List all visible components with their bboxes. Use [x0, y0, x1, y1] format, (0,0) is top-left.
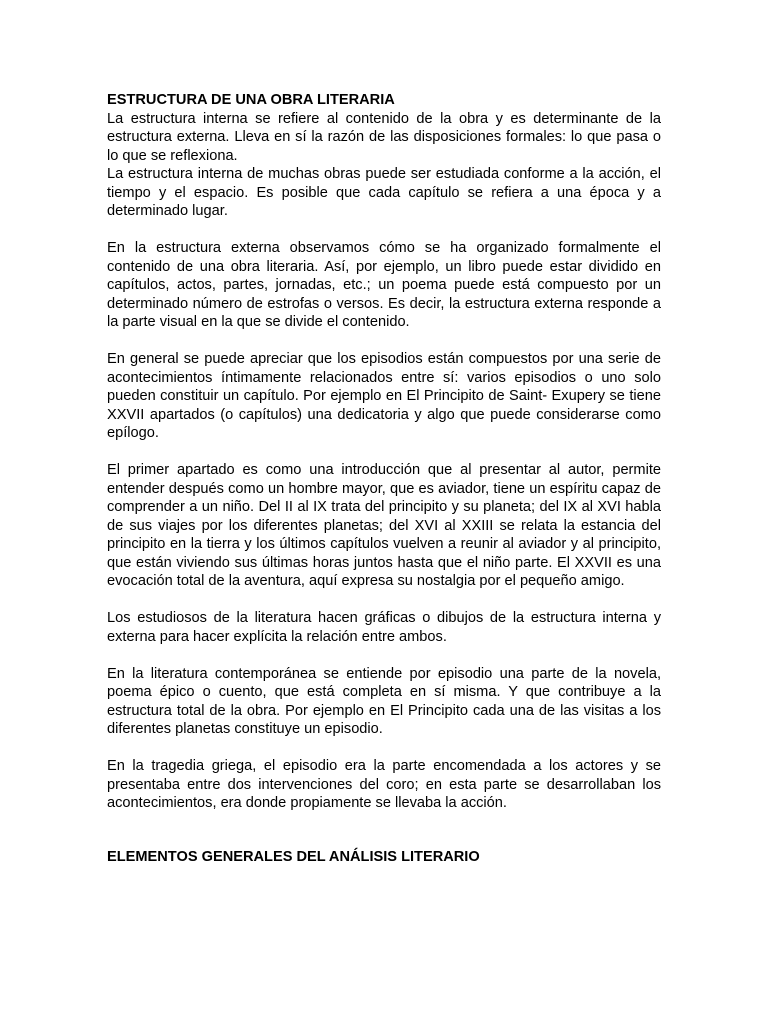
paragraph-tragedia-griega: En la tragedia griega, el episodio era la parte encomendada a los actores y se presentaba entre dos intervenciones del coro; en esta parte se desarrollaban los acontecimientos, era donde propiamente se llevaba la acción.: [107, 758, 661, 811]
document-page: [107, 91, 661, 866]
paragraph-primer-apartado: El primer apartado es como una introducción que al presentar al autor, permite entender después como un hombre mayor, que es aviador, tiene un espíritu capaz de comprender a un niño. Del II al IX trata del principito y su planeta; del IX al XVI habla de sus viajes por los diferentes planetas; del XVI al XXIII se relata la estancia del principito en la tierra y los últimos capítulos vuelven a reunir al aviador y al principito, que están viviendo sus últimas horas juntos hasta que el niño parte. El XXVII es una evocación total de la aventura, aquí expresa su nostalgia por el pequeño amigo.: [107, 462, 661, 589]
paragraph-estudiosos: Los estudiosos de la literatura hacen gráficas o dibujos de la estructura interna y externa para hacer explícita la relación entre ambos.: [107, 610, 661, 645]
paragraph-literatura-contemporanea: En la literatura contemporánea se entiende por episodio una parte de la novela, poema épico o cuento, que está completa en sí misma. Y que contribuye a la estructura total de la obra. Por ejemplo en El Principito cada una de las visitas a los diferentes planetas constituye un episodio.: [107, 665, 661, 737]
paragraph-episodios: En general se puede apreciar que los episodios están compuestos por una serie de acontecimientos íntimamente relacionados entre sí: varios episodios o uno solo pueden constituir un capítulo. Por ejemplo en El Principito de Saint- Exupery se tiene XXVII apartados (o capítulos) una dedicatoria y algo que puede considerarse como epílogo.: [107, 351, 661, 441]
paragraph-estructura-interna: La estructura interna se refiere al contenido de la obra y es determinante de la estructura externa. Lleva en sí la razón de las disposiciones formales: lo que pasa o lo que se reflexiona.: [107, 110, 661, 164]
paragraph-estructura-externa: En la estructura externa observamos cómo se ha organizado formalmente el contenido de una obra literaria. Así, por ejemplo, un libro puede estar dividido en capítulos, actos, partes, jornadas, etc.; un poema puede está compuesto por un determinado número de estrofas o versos. Es decir, la estructura externa responde a la parte visual en la que se divide el contenido.: [107, 240, 661, 330]
section-heading-estructura: ESTRUCTURA DE UNA OBRA LITERARIA: [107, 92, 395, 108]
section-heading-elementos: ELEMENTOS GENERALES DEL ANÁLISIS LITERARIO: [107, 848, 480, 865]
paragraph-accion-tiempo-espacio: La estructura interna de muchas obras puede ser estudiada conforme a la acción, el tiempo y el espacio. Es posible que cada capítulo se refiera a una época y a determinado lugar.: [107, 166, 661, 219]
